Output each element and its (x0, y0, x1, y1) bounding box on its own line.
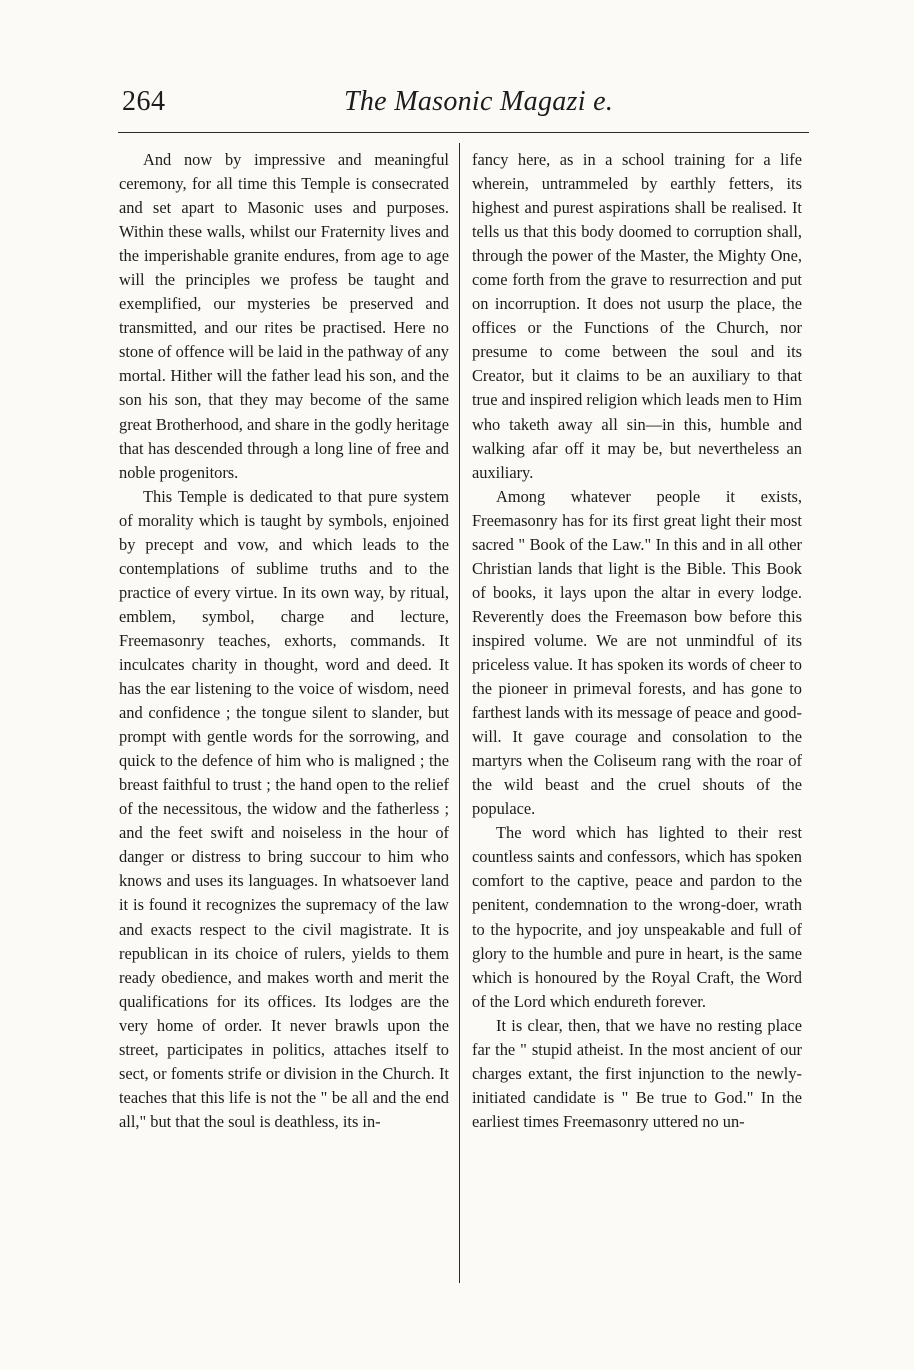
running-title: The Masonic Magazi e. (344, 86, 614, 117)
right-column (472, 148, 802, 1134)
header-rule (118, 132, 809, 133)
page-number: 264 (122, 86, 166, 117)
paragraph-continued: fancy here, as in a school training for a life wherein, untrammeled by earthly fetters, its highest and purest aspirations shall be realised. It tells us that this body doomed to corruption shall, through the power of the Master, the Mighty One, come forth from the grave to resurrection and put on incorruption. It does not usurp the place, the offices or the Functions of the Church, nor presume to come between the soul and its Creator, but it claims to be an auxiliary to that true and inspired religion which leads men to Him who taketh away all sin—in this, humble and walking afar off it may be, but nevertheless an auxiliary. (472, 150, 802, 482)
paragraph: And now by impressive and meaningful ceremony, for all time this Temple is consecrated and set apart to Masonic uses and purposes. Within these walls, whilst our Fraternity lives and the imperishable granite endures, from age to age will the principles we profess be taught and exemplified, our mysteries be preserved and transmitted, and our rites be practised. Here no stone of offence will be laid in the pathway of any mortal. Hither will the father lead his son, and the son his son, that they may become of the same great Brotherhood, and share in the godly heritage that has descended through a long line of free and noble progenitors. (119, 150, 449, 482)
left-column (119, 148, 449, 1134)
paragraph: This Temple is dedicated to that pure system of morality which is taught by symbols, enjoined by precept and vow, and which leads to the contemplations of sublime truths and to the practice of every virtue. In its own way, by ritual, emblem, symbol, charge and lecture, Freemasonry teaches, exhorts, commands. It inculcates charity in thought, word and deed. It has the ear listening to the voice of wisdom, need and confidence ; the tongue silent to slander, but prompt with gentle words for the sorrowing, and quick to the defence of him who is maligned ; the breast faithful to trust ; the hand open to the relief of the necessitous, the widow and the fatherless ; and the feet swift and noiseless in the hour of danger or distress to bring succour to him who knows and uses its languages. In whatsoever land it is found it recognizes the supremacy of the law and exacts respect to the civil magistrate. It is republican in its choice of rulers, yields to them ready obedience, and makes worth and merit the qualifications for its offices. Its lodges are the very home of order. It never brawls upon the street, participates in politics, attaches itself to sect, or foments strife or division in the Church. It teaches that this life is not the " be all and the end all," but that the soul is deathless, its in- (119, 486, 449, 1131)
paragraph: Among whatever people it exists, Freemasonry has for its first great light their most sacred " Book of the Law." In this and in all other Christian lands that light is the Bible. This Book of books, it lays upon the altar in every lodge. Reverently does the Freemason bow before this inspired volume. We are not unmindful of its priceless value. It has spoken its words of cheer to the pioneer in primeval forests, and has gone to farthest lands with its message of peace and good-will. It gave courage and consolation to the martyrs when the Coliseum rang with the roar of the wild beast and the cruel shouts of the populace. (472, 486, 802, 819)
column-divider (459, 143, 460, 1283)
page-header (118, 82, 808, 122)
paragraph: It is clear, then, that we have no resting place far the " stupid atheist. In the most ancient of our charges extant, the first injunction to the newly-initiated candidate is " Be true to God." In the earliest times Freemasonry uttered no un- (472, 1015, 802, 1131)
paragraph: The word which has lighted to their rest countless saints and confessors, which has spoken comfort to the captive, peace and pardon to the penitent, condemnation to the wrong-doer, wrath to the hypocrite, and joy unspeakable and full of glory to the humble and pure in heart, is the same which is honoured by the Royal Craft, the Word of the Lord which endureth forever. (472, 823, 802, 1011)
